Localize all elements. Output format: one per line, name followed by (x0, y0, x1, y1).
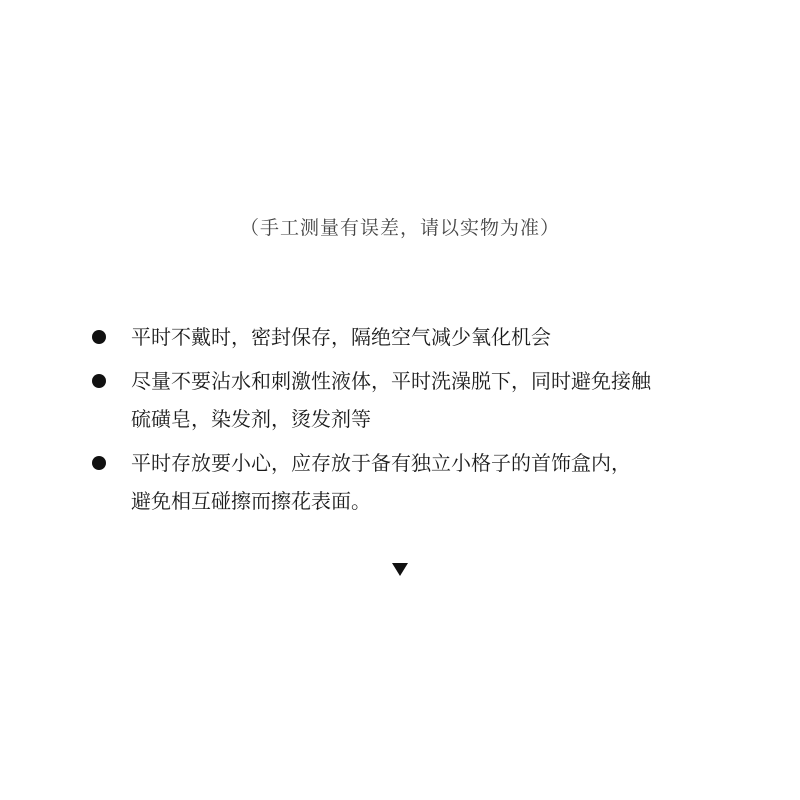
list-item-text: 平时存放要小心，应存放于备有独立小格子的首饰盒内， (131, 451, 631, 475)
list-item (88, 318, 738, 356)
list-item (88, 444, 738, 520)
list-item (88, 362, 738, 438)
list-item-text: 尽量不要沾水和刺激性液体，平时洗澡脱下，同时避免接触 (131, 369, 651, 393)
list-item-text: 平时不戴时，密封保存，隔绝空气减少氧化机会 (131, 325, 551, 349)
measurement-note: （手工测量有误差，请以实物为准） (239, 217, 560, 239)
care-instructions-list (88, 318, 738, 526)
bullet-dot-icon (92, 330, 106, 344)
bullet-dot-icon (92, 374, 106, 388)
list-item-text-continued: 硫磺皂，染发剂，烫发剂等 (131, 407, 371, 431)
down-triangle-icon (392, 563, 408, 576)
list-item-text-continued: 避免相互碰擦而擦花表面。 (131, 489, 371, 513)
bullet-dot-icon (92, 456, 106, 470)
